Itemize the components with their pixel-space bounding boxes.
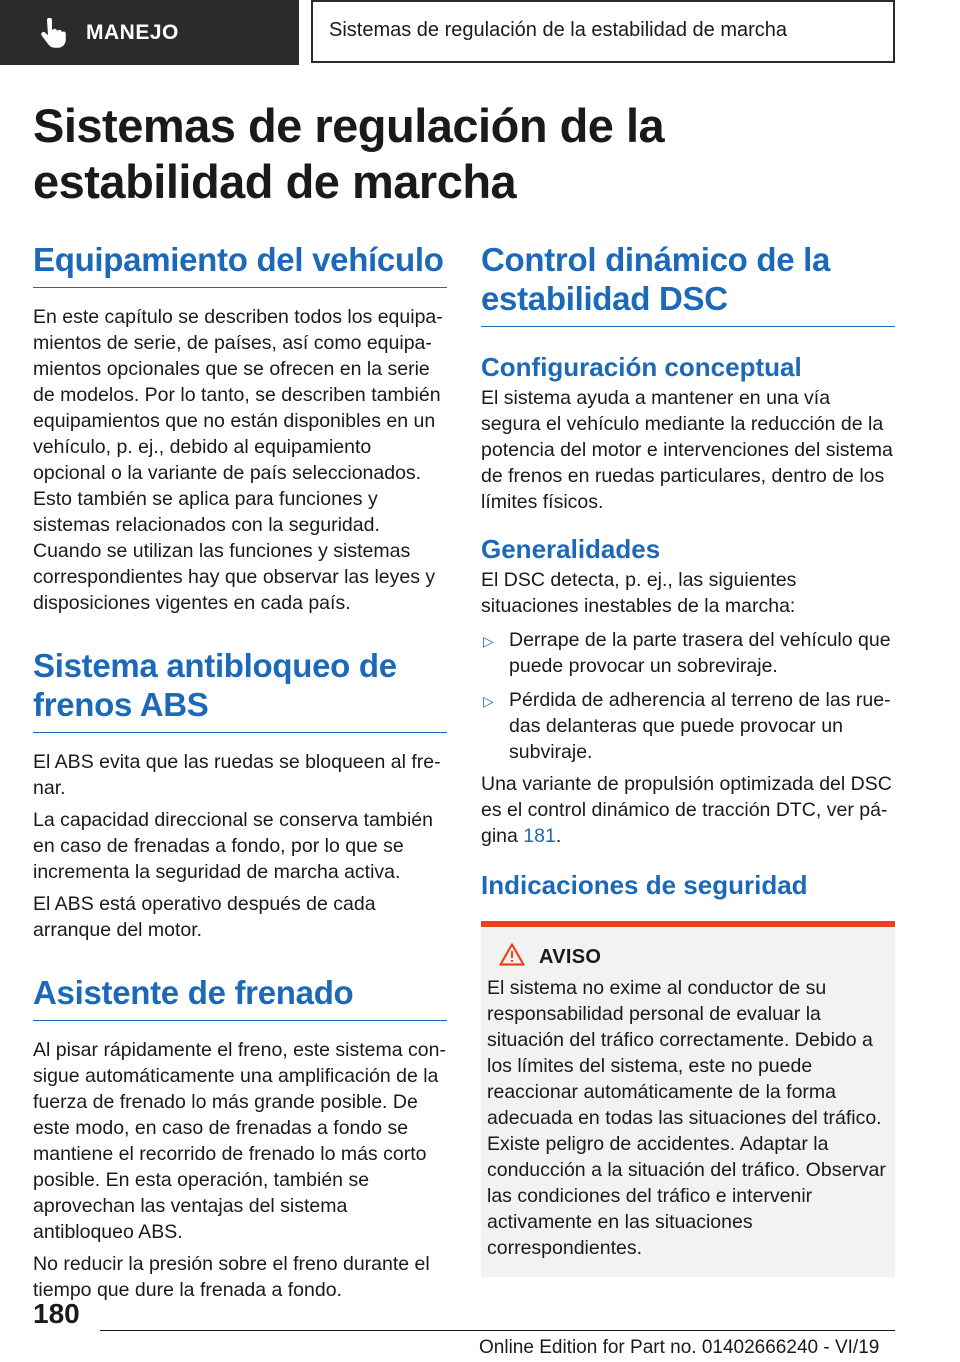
warning-box: [481, 921, 895, 1277]
paragraph: Al pisar rápidamente el freno, este sistema consigue automáticamente una amplificación de la fuerza de frenado lo más grande posible. De este modo, en caso de frenadas a fondo se mantiene el recorrido de frenado lo más corto posible. En esta operación, también se aprovechan las ventajas del sistema antibloqueo ABS.: [33, 1039, 446, 1243]
paragraph: El ABS evita que las ruedas se bloqueen al frenar.: [33, 751, 441, 799]
triangle-bullet-icon: ▷: [483, 633, 494, 649]
section-label: MANEJO: [86, 20, 179, 44]
subheading-general: Generalidades: [481, 534, 661, 564]
paragraph-text: Una variante de propulsión optimizada del DSC es el control dinámico de tracción DTC, ver página: [481, 773, 892, 847]
warning-header: [499, 943, 887, 971]
warning-text: El sistema no exime al conductor de su responsabilidad personal de evaluar la situación del tráfico correctamente. Debido a los límites del sistema, este no puede reaccionar automáticamente de la forma adecuada en todas las situaciones del tráfico. Existe peligro de accidentes. Adaptar la conducción a la situación del tráfico. Observar las condiciones del tráfico e intervenir activamente en las situaciones correspondientes.: [487, 977, 886, 1259]
warning-triangle-icon: [499, 943, 525, 971]
left-column: [33, 240, 447, 1303]
edition-note: Online Edition for Part no. 01402666240 - VI/19: [479, 1337, 880, 1358]
paragraph: El DSC detecta, p. ej., las siguientes situaciones inestables de la marcha:: [481, 569, 797, 617]
triangle-bullet-icon: ▷: [483, 693, 494, 709]
paragraph: [481, 771, 895, 849]
section-tab[interactable]: [0, 0, 299, 65]
page-number: 180: [33, 1298, 80, 1329]
paragraph: El sistema ayuda a mantener en una vía segura el vehículo mediante la reducción de la potencia del motor e intervenciones del sistema de frenos en ruedas particulares, dentro de los límites físicos.: [481, 387, 893, 513]
hand-pointer-icon: [38, 18, 68, 48]
warning-label: AVISO: [539, 945, 602, 968]
page-title: Sistemas de regulación de la estabilidad de marcha: [33, 99, 665, 208]
paragraph: En este capítulo se describen todos los equipamientos de serie, de países, así como equipamientos opcionales que se ofrecen en la serie de modelos. Por lo tanto, se describen también equipamientos que no están disponibles en un vehículo, p. ej., debido al equipamiento opcional o la variante de país seleccionados. Esto también se aplica para funciones y sistemas relacionados con la seguridad. Cuando se utilizan las funciones y sistemas correspondientes hay que observar las leyes y disposiciones vigentes en cada país.: [33, 306, 443, 614]
page-link[interactable]: 181: [523, 825, 556, 847]
subheading-concept: Configuración conceptual: [481, 352, 802, 382]
list-item-text: Pérdida de adherencia al terreno de las ruedas delanteras que puede provocar un subviraje.: [509, 689, 891, 763]
subheading-safety: Indicaciones de seguridad: [481, 870, 808, 900]
paragraph: La capacidad direccional se conserva también en caso de frenadas a fondo, por lo que se incrementa la seguridad de marcha activa.: [33, 809, 433, 883]
list-item: [481, 687, 895, 765]
paragraph: El ABS está operativo después de cada arranque del motor.: [33, 893, 376, 941]
bullet-list: [481, 627, 895, 765]
paragraph-text: .: [555, 825, 562, 847]
list-item-text: Derrape de la parte trasera del vehículo que puede provocar un sobreviraje.: [509, 629, 891, 677]
section-heading-equipment: Equipamiento del vehículo: [33, 240, 447, 288]
right-column: [481, 240, 895, 1277]
footer-divider: [100, 1330, 895, 1331]
chapter-title: Sistemas de regulación de la estabilidad de marcha: [311, 0, 895, 63]
paragraph: No reducir la presión sobre el freno durante el tiempo que dure la frenada a fondo.: [33, 1253, 430, 1301]
section-heading-dsc: Control dinámico de la estabilidad DSC: [481, 240, 895, 327]
section-heading-brake-assist: Asistente de frenado: [33, 973, 447, 1021]
section-heading-abs: Sistema antibloqueo de frenos ABS: [33, 646, 447, 733]
list-item: [481, 627, 895, 679]
